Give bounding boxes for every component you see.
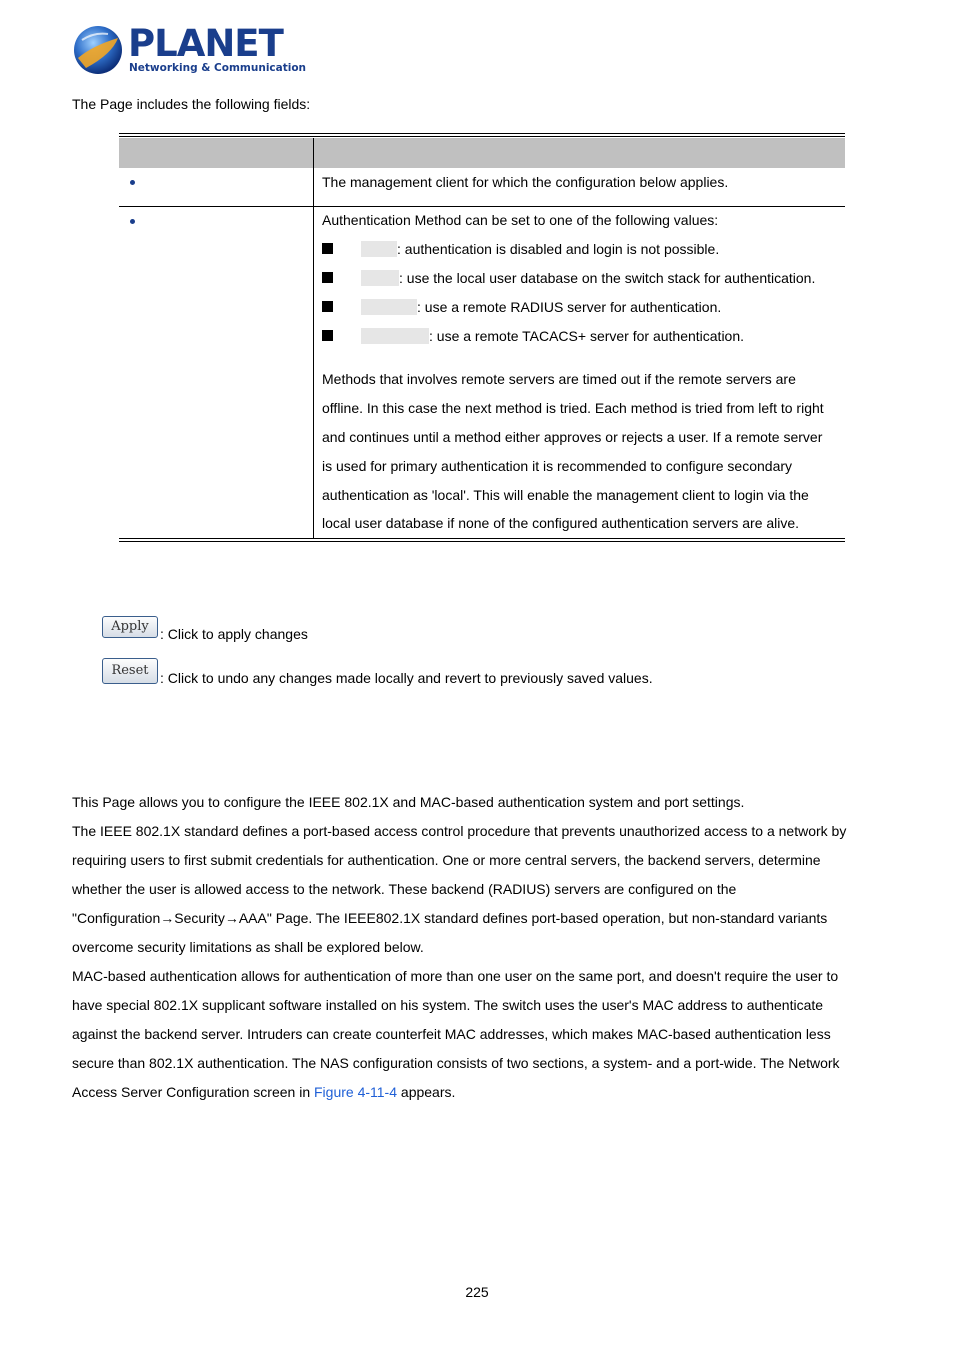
table-bottom-border <box>119 538 845 542</box>
note-line: offline. In this case the next method is tried. Each method is tried from left to right <box>322 400 824 416</box>
page-number: 225 <box>465 1284 489 1300</box>
planet-logo <box>72 22 307 78</box>
reset-description: : Click to undo any changes made locally and revert to previously saved values. <box>160 670 653 686</box>
apply-description: : Click to apply changes <box>160 626 308 642</box>
square-bullet-icon <box>322 330 333 341</box>
table-header <box>119 138 845 168</box>
body-line: "Configuration→Security→AAA" Page. The IEEE802.1X standard defines port-based operation, but non-standard variants <box>72 910 828 926</box>
body-line: secure than 802.1X authentication. The NAS configuration consists of two sections, a system- and a port-wide. The Network <box>72 1055 840 1071</box>
square-bullet-icon <box>322 243 333 254</box>
table-row: Authentication Method can be set to one of the following values: : authentication is disabled and login is not possible. : use the local user database on the switch stack for authentication. : use a remote RADIUS server for authentication. : use a remote TACACS+ server for authentication. Methods that involves remote servers are timed out if the remote servers are offline. In this case the next method is tried. Each method is tried from left to right and continues until a method either approves or rejects a user. If a remote server is used for primary authentication it is recommended to configure secondary authentication as 'local'. This will enable the management client to login via the local user database if none of the configured authentication servers are alive. <box>119 207 845 539</box>
brand-tagline: Networking & Communication <box>129 62 307 74</box>
note-line: and continues until a method either approves or rejects a user. If a remote server <box>322 429 823 445</box>
row2-intro: Authentication Method can be set to one of the following values: <box>322 212 719 228</box>
figure-link[interactable]: Figure 4-11-4 <box>314 1084 398 1100</box>
note-line: authentication as 'local'. This will enable the management client to login via the <box>322 487 809 503</box>
square-bullet-icon <box>322 301 333 312</box>
body-line: whether the user is allowed access to the network. These backend (RADIUS) servers are configured on the <box>72 881 737 897</box>
intro-text: The Page includes the following fields: <box>72 96 311 112</box>
body-line: overcome security limitations as shall be explored below. <box>72 939 424 955</box>
row1-description: The management client for which the configuration below applies. <box>322 174 729 190</box>
body-text <box>72 788 882 1107</box>
globe-icon <box>72 24 124 76</box>
bullet-icon <box>130 180 135 185</box>
square-bullet-icon <box>322 272 333 283</box>
body-line: have special 802.1X supplicant software installed on his system. The switch uses the user's MAC address to authenticate <box>72 997 824 1013</box>
table-top-border <box>119 133 845 137</box>
note-line: Methods that involves remote servers are timed out if the remote servers are <box>322 371 796 387</box>
apply-button[interactable]: Apply <box>102 616 158 638</box>
body-line: The IEEE 802.1X standard defines a port-based access control procedure that prevents unauthorized access to a network by <box>72 823 847 839</box>
body-line-last: Access Server Configuration screen in Figure 4-11-4 appears. <box>72 1084 456 1100</box>
reset-button[interactable]: Reset <box>102 658 158 684</box>
body-line: against the backend server. Intruders can create counterfeit MAC addresses, which makes MAC-based authentication less <box>72 1026 831 1042</box>
table-row <box>119 168 845 206</box>
note-line: is used for primary authentication it is recommended to configure secondary <box>322 458 793 474</box>
body-line: This Page allows you to configure the IEEE 802.1X and MAC-based authentication system and port settings. <box>72 794 745 810</box>
bullet-icon <box>130 219 135 224</box>
brand-name: PLANET <box>128 22 283 65</box>
note-line: local user database if none of the configured authentication servers are alive. <box>322 515 800 531</box>
body-line: requiring users to first submit credentials for authentication. One or more central servers, the backend servers, determine <box>72 852 821 868</box>
body-line: MAC-based authentication allows for authentication of more than one user on the same port, and doesn't require the user to <box>72 968 839 984</box>
